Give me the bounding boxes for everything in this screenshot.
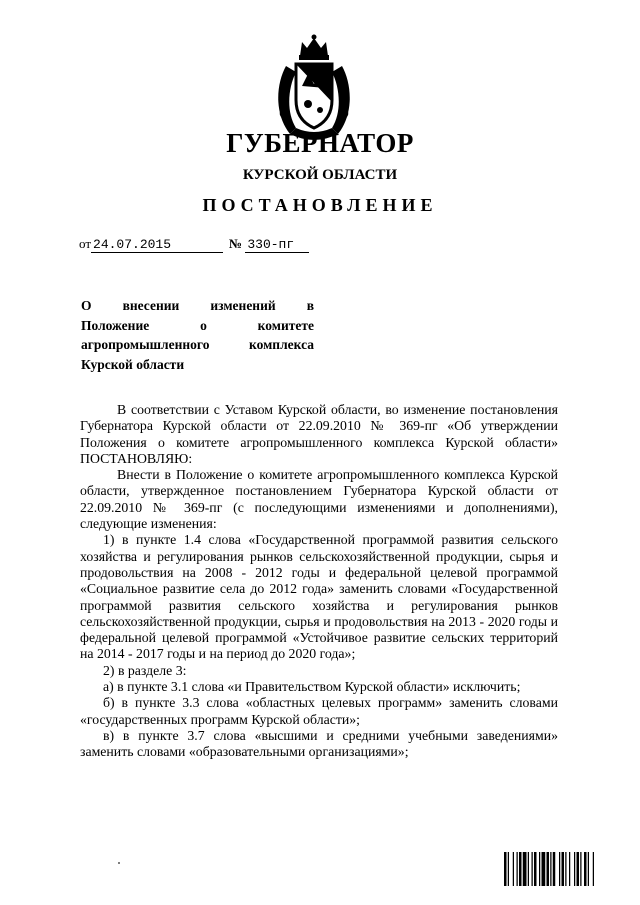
- barcode-bar: [550, 852, 551, 886]
- number-label: №: [229, 236, 243, 251]
- governor-heading: ГУБЕРНАТОР: [226, 128, 414, 158]
- document-number: 330-пг: [245, 238, 309, 253]
- barcode-icon: [504, 852, 624, 886]
- document-type-heading: ПОСТАНОВЛЕНИЕ: [202, 195, 438, 215]
- barcode-bar: [528, 852, 529, 886]
- document-date: 24.07.2015: [91, 238, 223, 253]
- barcode-bar: [553, 852, 556, 886]
- barcode-bar: [547, 852, 550, 886]
- barcode-bar: [539, 852, 540, 886]
- barcode-bar: [532, 852, 533, 886]
- body-paragraph: в) в пункте 3.7 слова «высшими и средними учебными заведениями» заменить словами «образовательными организациями»;: [80, 727, 558, 760]
- barcode-bar: [580, 852, 581, 886]
- barcode-bar: [504, 852, 507, 886]
- barcode-bar: [569, 852, 570, 886]
- barcode-bar: [593, 852, 594, 886]
- barcode-bar: [559, 852, 560, 886]
- subject-line: О внесении изменений в: [81, 298, 314, 313]
- document-subject: [81, 296, 314, 374]
- barcode-bar: [519, 852, 522, 886]
- subject-line: Положение о комитете: [81, 317, 314, 333]
- document-body: [80, 402, 558, 761]
- barcode-bar: [574, 852, 575, 886]
- barcode-bar: [577, 852, 580, 886]
- barcode-bar: [513, 852, 514, 886]
- barcode-bar: [542, 852, 546, 886]
- region-heading: КУРСКОЙ ОБЛАСТИ: [242, 167, 398, 183]
- barcode-bar: [534, 852, 537, 886]
- barcode-bar: [565, 852, 566, 886]
- date-label: от: [79, 236, 92, 251]
- barcode-bar: [508, 852, 509, 886]
- body-paragraph: 1) в пункте 1.4 слова «Государственной программой развития сельского хозяйства и регулирования рынков сельскохозяйственной продукции, сырья и продовольствия на 2008 - 2012 годы и федеральной целевой программой «Социальное развитие села до 2012 года» заменить словами «Государственной программой развития сельского хозяйства и регулирования рынков сельскохозяйственной продукции, сырья и продовольствия на 2013 - 2020 годы и федеральной целевой программой «Устойчивое развитие сельских территорий на 2014 - 2017 годы и на период до 2020 года»;: [80, 532, 558, 662]
- body-paragraph: В соответствии с Уставом Курской области, во изменение постановления Губернатора Курской области от 22.09.2010 № 369-пг «Об утверждении Положения о комитете агропромышленного комплекса Курской области» ПОСТАНОВЛЯЮ:: [80, 402, 558, 466]
- barcode-bar: [523, 852, 527, 886]
- scan-speck: [118, 862, 120, 864]
- barcode-bar: [562, 852, 565, 886]
- date-number-line: [79, 236, 309, 253]
- body-paragraph: а) в пункте 3.1 слова «и Правительством Курской области» исключить;: [103, 679, 521, 695]
- barcode-bar: [588, 852, 589, 886]
- subject-line: агропромышленного комплекса: [81, 337, 314, 352]
- subject-line: Курской области: [81, 356, 185, 372]
- barcode-bar: [584, 852, 587, 886]
- body-paragraph: б) в пункте 3.3 слова «областных целевых программ» заменить словами «государственных программ Курской области»;: [80, 695, 558, 727]
- body-paragraph: 2) в разделе 3:: [103, 662, 187, 678]
- barcode-bar: [517, 852, 518, 886]
- body-paragraph: Внести в Положение о комитете агропромышленного комплекса Курской области, утвержденное постановлением Губернатора Курской области от 22.09.2010 № 369-пг (с последующими изменениями и дополнениями), следующие изменения:: [80, 467, 558, 532]
